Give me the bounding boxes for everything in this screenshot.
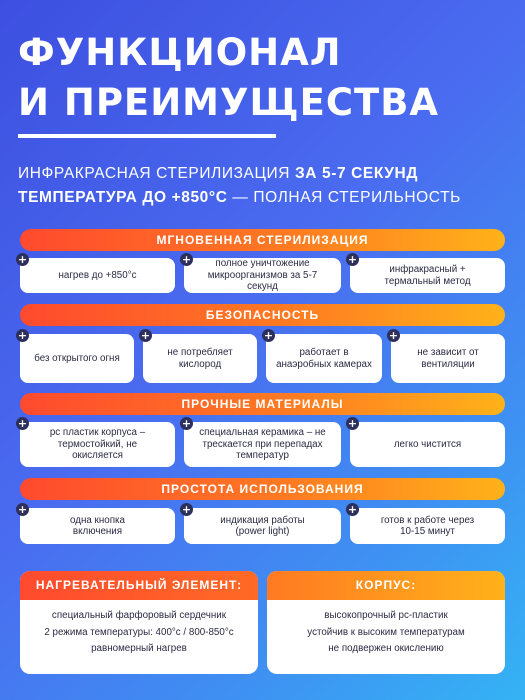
- plus-icon: +: [388, 329, 399, 342]
- section-title-materials: ПРОЧНЫЕ МАТЕРИАЛЫ: [20, 393, 505, 415]
- feature-card: [181, 503, 341, 544]
- detail-line: не подвержен окислению: [328, 643, 444, 654]
- title-line-1: ФУНКЦИОНАЛ: [18, 31, 342, 74]
- feature-text: без открытого огня: [34, 352, 120, 364]
- heating-element-details: [20, 600, 258, 658]
- plus-icon: +: [181, 417, 192, 430]
- subtitle-line-2-bold: ТЕМПЕРАТУРА ДО +850°С: [18, 189, 228, 206]
- section-title-ease-of-use: ПРОСТОТА ИСПОЛЬЗОВАНИЯ: [20, 478, 505, 500]
- feature-text: легко чистится: [393, 438, 462, 450]
- feature-text: готов к работе через 10-15 минут: [380, 514, 475, 537]
- body-card: [267, 571, 505, 674]
- plus-icon: +: [17, 253, 28, 266]
- feature-card: [140, 329, 257, 383]
- subtitle-line-2-plain: — ПОЛНАЯ СТЕРИЛЬНОСТЬ: [227, 189, 461, 206]
- detail-line: устойчив к высоким температурам: [307, 626, 465, 638]
- heating-element-title: НАГРЕВАТЕЛЬНЫЙ ЭЛЕМЕНТ:: [20, 571, 258, 600]
- feature-text: не зависит от вентиляции: [417, 347, 479, 370]
- feature-text: pc пластик корпуса – термостойкий, не окисляется: [49, 427, 146, 462]
- detail-line: 2 режима температуры: 400°с / 800-850°с: [44, 626, 234, 638]
- feature-text: индикация работы (power light): [220, 514, 305, 537]
- feature-text: одна кнопка включения: [70, 514, 125, 537]
- feature-text: специальная керамика – не трескается при перепадах температур: [199, 427, 326, 462]
- feature-card: [17, 329, 134, 383]
- plus-icon: +: [347, 503, 358, 516]
- heating-element-card: [20, 571, 258, 674]
- plus-icon: +: [17, 329, 28, 342]
- feature-card: [347, 503, 505, 544]
- subtitle-line-1-plain: ИНФРАКРАСНАЯ СТЕРИЛИЗАЦИЯ: [18, 165, 295, 182]
- detail-line: высокопрочный pc-пластик: [324, 610, 448, 621]
- detail-line: равномерный нагрев: [91, 643, 187, 654]
- plus-icon: +: [17, 503, 28, 516]
- title-line-2: И ПРЕИМУЩЕСТВА: [18, 81, 440, 124]
- feature-text: инфракрасный + термальный метод: [384, 264, 471, 287]
- feature-text: нагрев до +850°с: [58, 269, 137, 281]
- feature-card: [17, 253, 175, 293]
- subtitle: [18, 162, 461, 210]
- plus-icon: +: [181, 253, 192, 266]
- feature-text: не потребляет кислород: [167, 347, 233, 370]
- plus-icon: +: [17, 417, 28, 430]
- feature-card: [347, 417, 505, 467]
- feature-card: [388, 329, 505, 383]
- plus-icon: +: [140, 329, 151, 342]
- plus-icon: +: [263, 329, 274, 342]
- section-title-safety: БЕЗОПАСНОСТЬ: [20, 304, 505, 326]
- feature-text: полное уничтожение микроорганизмов за 5-7 секунд: [207, 258, 318, 293]
- title-underline: [18, 134, 276, 138]
- subtitle-line-1: [18, 162, 461, 186]
- section-title-sterilization: МГНОВЕННАЯ СТЕРИЛИЗАЦИЯ: [20, 229, 505, 251]
- feature-card: [263, 329, 382, 383]
- plus-icon: +: [347, 417, 358, 430]
- plus-icon: +: [181, 503, 192, 516]
- feature-text: работает в анаэробных камерах: [276, 347, 372, 370]
- detail-line: специальный фарфоровый сердечник: [51, 610, 227, 621]
- page-title: [18, 28, 439, 128]
- plus-icon: +: [347, 253, 358, 266]
- subtitle-line-1-bold: ЗА 5-7 СЕКУНД: [295, 165, 418, 182]
- subtitle-line-2: [18, 186, 461, 210]
- feature-card: [181, 417, 341, 467]
- feature-card: [17, 503, 175, 544]
- feature-card: [181, 253, 341, 293]
- feature-card: [17, 417, 175, 467]
- feature-card: [347, 253, 505, 293]
- body-title: КОРПУС:: [267, 571, 505, 600]
- body-details: [267, 600, 505, 658]
